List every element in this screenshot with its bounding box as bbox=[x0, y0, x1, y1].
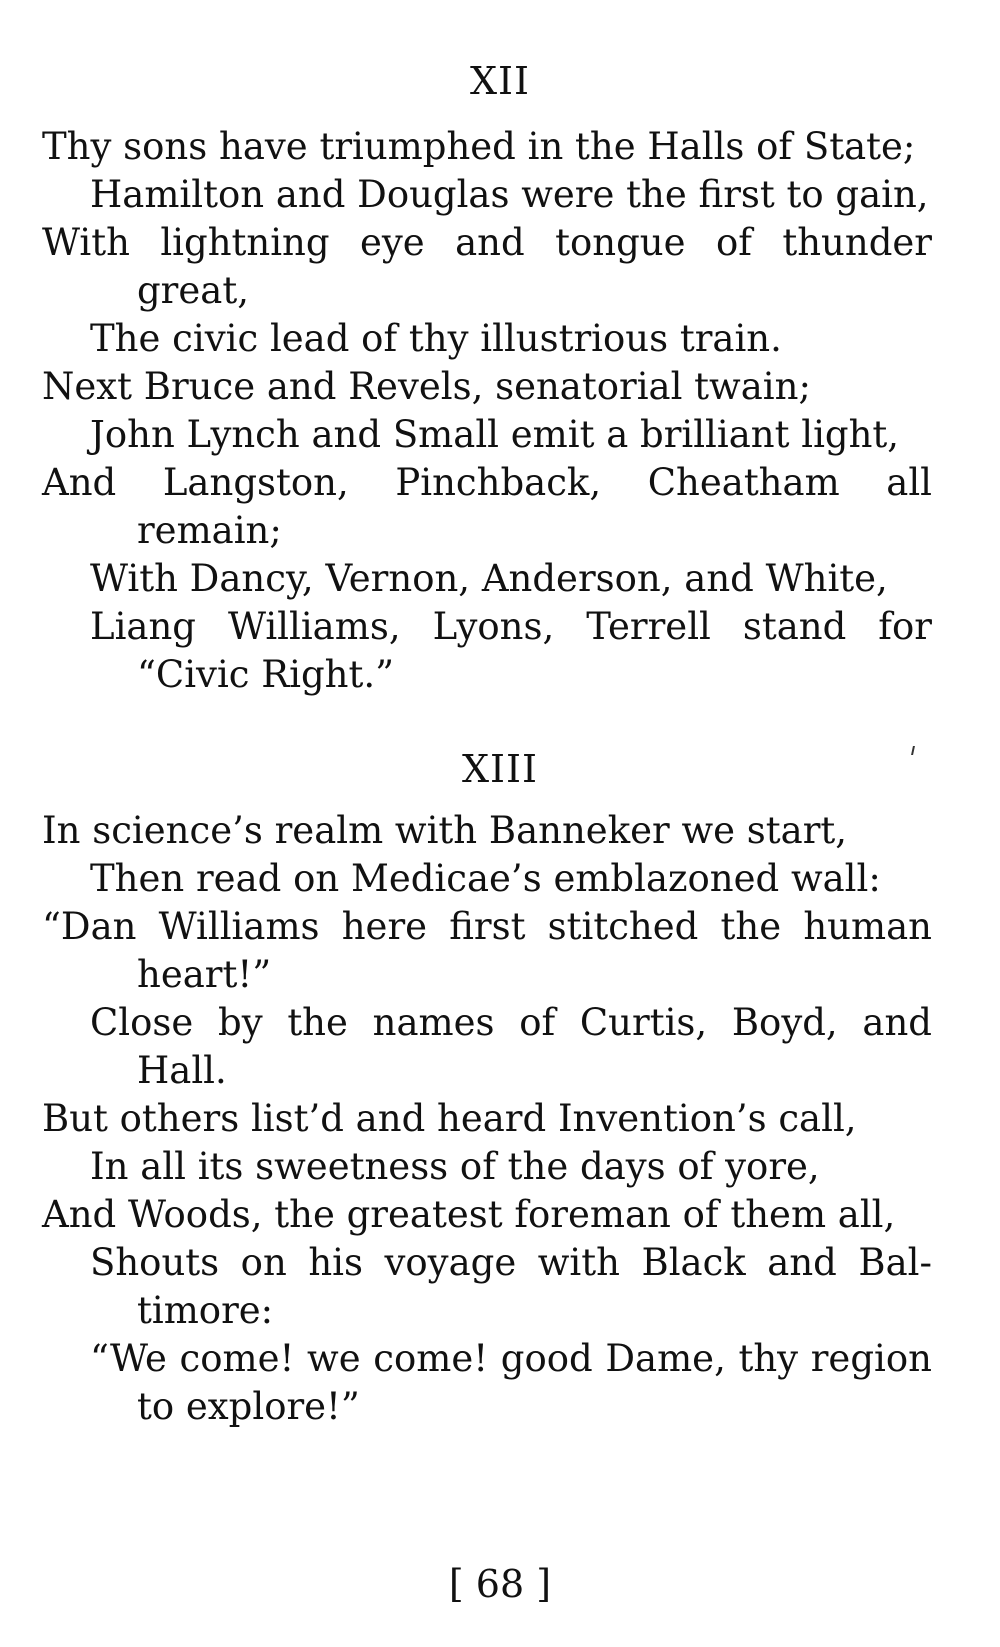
verse-line: The civic lead of thy illustrious train. bbox=[90, 317, 782, 360]
verse-word: and bbox=[455, 221, 525, 264]
verse-word: stitched bbox=[547, 905, 699, 948]
verse-line bbox=[42, 905, 932, 948]
verse-word: “Dan bbox=[42, 905, 137, 948]
verse-word: Boyd, bbox=[731, 1001, 838, 1044]
stanza-numeral: XIII bbox=[461, 747, 539, 791]
verse-word: his bbox=[308, 1241, 363, 1284]
verse-line: In all its sweetness of the days of yore, bbox=[90, 1145, 820, 1188]
verse-word: Close bbox=[90, 1001, 194, 1044]
verse-word: Dame, bbox=[605, 1337, 726, 1380]
verse-word: come! bbox=[373, 1337, 489, 1380]
verse-word: stand bbox=[742, 605, 847, 648]
verse-word: Shouts bbox=[90, 1241, 220, 1284]
verse-word: of bbox=[715, 221, 752, 264]
verse-word: Terrell bbox=[586, 605, 711, 648]
page-number: [ 68 ] bbox=[448, 1562, 552, 1606]
verse-word: Pinchback, bbox=[395, 461, 602, 504]
verse-word: And bbox=[42, 461, 117, 504]
verse-word: tongue bbox=[555, 221, 686, 264]
verse-line bbox=[90, 1001, 932, 1044]
stanza-numeral: XII bbox=[469, 59, 531, 103]
verse-line: Hamilton and Douglas were the first to gain, bbox=[90, 173, 929, 216]
verse-line: In science’s realm with Banneker we start, bbox=[42, 809, 848, 852]
verse-word: thunder bbox=[782, 221, 932, 264]
verse-line bbox=[42, 221, 932, 264]
verse-word: Lyons, bbox=[432, 605, 555, 648]
verse-line: And Woods, the greatest foreman of them all, bbox=[42, 1193, 896, 1236]
verse-word: Liang bbox=[90, 605, 196, 648]
verse-word: and bbox=[767, 1241, 837, 1284]
verse-line: Thy sons have triumphed in the Halls of State; bbox=[42, 125, 916, 168]
verse-line: heart!” bbox=[137, 953, 272, 996]
verse-word: Williams, bbox=[227, 605, 401, 648]
verse-word: all bbox=[886, 461, 932, 504]
verse-word: good bbox=[500, 1337, 593, 1380]
verse-word: Bal- bbox=[858, 1241, 932, 1284]
verse-word: and bbox=[862, 1001, 932, 1044]
verse-word: Williams bbox=[158, 905, 320, 948]
verse-word: Curtis, bbox=[579, 1001, 708, 1044]
verse-word: by bbox=[218, 1001, 263, 1044]
verse-line bbox=[90, 1241, 932, 1284]
verse-line: to explore!” bbox=[137, 1385, 360, 1428]
verse-line bbox=[42, 461, 932, 504]
verse-word: human bbox=[803, 905, 932, 948]
verse-line: With Dancy, Vernon, Anderson, and White, bbox=[90, 557, 888, 600]
verse-word: the bbox=[287, 1001, 348, 1044]
verse-word: “We bbox=[90, 1337, 167, 1380]
verse-line: great, bbox=[137, 269, 249, 312]
verse-word: Cheatham bbox=[647, 461, 840, 504]
verse-line: Hall. bbox=[137, 1049, 227, 1092]
verse-word: the bbox=[720, 905, 782, 948]
verse-line: John Lynch and Small emit a brilliant light, bbox=[90, 413, 900, 456]
verse-word: here bbox=[341, 905, 428, 948]
verse-word: first bbox=[449, 905, 526, 948]
verse-line: timore: bbox=[137, 1289, 274, 1332]
verse-word: With bbox=[42, 221, 130, 264]
verse-line bbox=[90, 1337, 932, 1380]
verse-line: remain; bbox=[137, 509, 282, 552]
verse-line: Next Bruce and Revels, senatorial twain; bbox=[42, 365, 811, 408]
verse-word: for bbox=[878, 605, 932, 648]
verse-word: Langston, bbox=[162, 461, 349, 504]
verse-word: we bbox=[307, 1337, 361, 1380]
verse-word: eye bbox=[360, 221, 425, 264]
verse-word: region bbox=[810, 1337, 932, 1380]
verse-line: “Civic Right.” bbox=[137, 653, 395, 696]
verse-word: with bbox=[537, 1241, 620, 1284]
verse-word: on bbox=[240, 1241, 287, 1284]
verse-line bbox=[90, 605, 932, 648]
verse-word: thy bbox=[738, 1337, 799, 1380]
verse-line: But others list’d and heard Invention’s call, bbox=[42, 1097, 857, 1140]
verse-word: Black bbox=[641, 1241, 746, 1284]
verse-word: of bbox=[519, 1001, 556, 1044]
verse-word: come! bbox=[179, 1337, 295, 1380]
verse-line: Then read on Medicae’s emblazoned wall: bbox=[90, 857, 881, 900]
verse-word: lightning bbox=[160, 221, 330, 264]
verse-word: voyage bbox=[384, 1241, 517, 1284]
verse-word: names bbox=[372, 1001, 495, 1044]
